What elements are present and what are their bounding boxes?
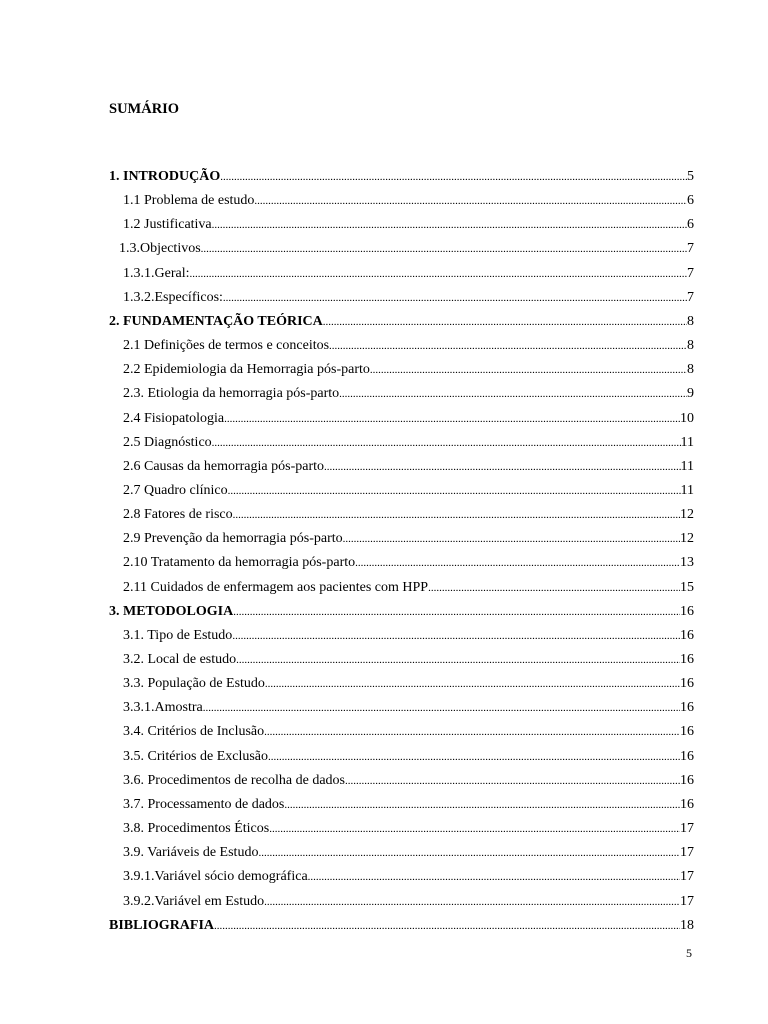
toc-entry-page: 12 (680, 507, 694, 523)
toc-entry-page: 16 (680, 748, 694, 764)
toc-entry[interactable] (123, 794, 694, 816)
toc-entry-title: 3.3.1.Amostra (123, 700, 203, 716)
toc-dot-leader (201, 238, 687, 260)
toc-entry-title: 3.5. Critérios de Exclusão (123, 748, 269, 764)
toc-dot-leader (343, 528, 680, 550)
toc-dot-leader (265, 673, 680, 695)
toc-entry-page: 16 (680, 652, 694, 667)
toc-entry[interactable] (123, 891, 694, 913)
toc-entry-page: 16 (680, 603, 694, 619)
toc-entry-page: 7 (687, 289, 694, 305)
toc-dot-leader (284, 794, 680, 816)
toc-entry[interactable] (123, 746, 694, 768)
toc-dot-leader (329, 335, 687, 357)
toc-entry[interactable] (123, 456, 694, 478)
toc-entry[interactable] (123, 528, 694, 550)
toc-entry-page: 16 (680, 700, 694, 716)
toc-dot-leader (370, 359, 687, 381)
toc-entry-title: 2.1 Definições de termos e conceitos (123, 338, 330, 354)
toc-entry[interactable] (123, 287, 694, 309)
toc-entry-page: 17 (680, 869, 694, 885)
toc-dot-leader (228, 480, 681, 502)
toc-entry-page: 8 (687, 362, 694, 378)
toc-entry-page: 11 (680, 458, 694, 474)
toc-dot-leader (324, 456, 681, 478)
toc-entry-page: 18 (680, 917, 694, 933)
toc-dot-leader (308, 866, 680, 888)
toc-dot-leader (428, 577, 680, 599)
toc-entry[interactable] (123, 335, 694, 357)
toc-entry-title: 1.3.Objectivos (119, 241, 201, 257)
toc-entry-page: 6 (687, 193, 694, 209)
toc-dot-leader (323, 311, 687, 333)
toc-entry[interactable] (123, 818, 694, 840)
toc-entry-page: 8 (687, 313, 694, 329)
toc-entry-page: 8 (687, 338, 694, 354)
toc-entry-title: 2.4 Fisiopatologia (123, 410, 225, 426)
toc-entry-page: 16 (680, 676, 694, 692)
toc-entry-title: 2.9 Prevenção da hemorragia pós-parto (123, 531, 343, 547)
toc-entry[interactable] (109, 915, 694, 937)
toc-dot-leader (189, 263, 687, 285)
toc-dot-leader (214, 915, 680, 937)
toc-entry-title: 3.8. Procedimentos Éticos (123, 821, 270, 837)
toc-dot-leader (339, 383, 687, 405)
toc-entry-title: 3.6. Procedimentos de recolha de dados (123, 772, 345, 788)
toc-entry-title: 2.8 Fatores de risco (123, 507, 233, 523)
toc-entry-page: 13 (680, 555, 694, 571)
toc-entry[interactable] (123, 214, 694, 236)
toc-entry[interactable] (123, 504, 694, 526)
toc-dot-leader (345, 770, 680, 792)
toc-dot-leader (254, 190, 687, 212)
toc-entry-page: 12 (680, 531, 694, 547)
toc-dot-leader (269, 818, 680, 840)
toc-entry-page: 17 (680, 845, 694, 861)
toc-entry[interactable] (123, 408, 694, 430)
toc-entry[interactable] (123, 359, 694, 381)
toc-entry-page: 7 (687, 241, 694, 257)
toc-entry-title: 1. INTRODUÇÃO (109, 169, 221, 184)
page-number: 5 (686, 946, 692, 960)
toc-entry-title: BIBLIOGRAFIA (109, 917, 215, 933)
toc-entry-page: 15 (680, 579, 694, 595)
toc-entry[interactable] (109, 601, 694, 623)
toc-entry-title: 1.3.1.Geral: (123, 265, 190, 281)
toc-entry[interactable] (109, 166, 694, 188)
toc-entry-page: 16 (680, 796, 694, 812)
toc-entry-title: 1.2 Justificativa (123, 217, 212, 233)
toc-entry[interactable] (123, 190, 694, 212)
toc-dot-leader (224, 408, 680, 430)
toc-dot-leader (203, 697, 680, 719)
toc-dot-leader (264, 721, 680, 743)
toc-entry-page: 16 (680, 627, 694, 643)
toc-entry-title: 2.2 Epidemiologia da Hemorragia pós-parto (123, 362, 370, 378)
toc-dot-leader (212, 214, 687, 236)
toc-dot-leader (223, 287, 687, 309)
toc-dot-leader (220, 166, 687, 188)
toc-entry-page: 5 (687, 169, 694, 184)
toc-dot-leader (355, 552, 680, 574)
toc-entry-title: 3.7. Processamento de dados (123, 796, 285, 812)
toc-dot-leader (232, 625, 680, 647)
toc-entry-title: 1.1 Problema de estudo (123, 193, 255, 209)
toc-entry-page: 16 (680, 772, 694, 788)
toc-entry-title: 2.3. Etiologia da hemorragia pós-parto (123, 386, 340, 402)
toc-entry-title: 3.2. Local de estudo (123, 652, 237, 667)
toc-entry[interactable] (123, 649, 694, 671)
toc-entry-title: 3.4. Critérios de Inclusão (123, 724, 265, 740)
toc-entry-title: 3.9.2.Variável em Estudo (123, 893, 265, 909)
toc-entry-page: 6 (687, 217, 694, 233)
toc-entry[interactable] (123, 842, 694, 864)
toc-dot-leader (264, 891, 680, 913)
toc-entry-page: 11 (680, 482, 694, 498)
toc-dot-leader (212, 432, 681, 454)
toc-dot-leader (236, 649, 680, 671)
toc-entry[interactable] (123, 480, 694, 502)
toc-dot-leader (233, 601, 680, 623)
toc-entry-title: 3. METODOLOGIA (109, 603, 234, 619)
toc-entry-title: 3.1. Tipo de Estudo (123, 627, 233, 643)
toc-entry[interactable] (123, 697, 694, 719)
toc-entry[interactable] (123, 432, 694, 454)
toc-entry-page: 10 (680, 410, 694, 426)
toc-entry-title: 3.9.1.Variável sócio demográfica (123, 869, 308, 885)
toc-entry[interactable] (123, 673, 694, 695)
toc-entry[interactable] (109, 311, 694, 333)
toc-heading: SUMÁRIO (109, 101, 180, 117)
toc-entry-page: 17 (680, 821, 694, 837)
toc-entry-title: 2.6 Causas da hemorragia pós-parto (123, 458, 324, 474)
toc-entry-page: 9 (687, 386, 694, 402)
toc-entry[interactable] (123, 770, 694, 792)
toc-entry-title: 2.10 Tratamento da hemorragia pós-parto (123, 555, 356, 571)
toc-entry-page: 7 (687, 265, 694, 281)
toc-dot-leader (268, 746, 680, 768)
toc-entry-title: 3.9. Variáveis de Estudo (123, 845, 259, 861)
toc-entry-title: 1.3.2.Específicos: (123, 289, 223, 305)
toc-entry-page: 17 (680, 893, 694, 909)
toc-entry-page: 16 (680, 724, 694, 740)
toc-entry-title: 2. FUNDAMENTAÇÃO TEÓRICA (109, 313, 323, 329)
toc-dot-leader (258, 842, 680, 864)
toc-entry-title: 2.11 Cuidados de enfermagem aos pacientes com HPP (123, 579, 429, 595)
toc-entry[interactable] (123, 721, 694, 743)
toc-entry-title: 3.3. População de Estudo (123, 676, 265, 692)
toc-entry[interactable] (123, 866, 694, 888)
toc-entry-page: 11 (680, 434, 694, 450)
toc-entry[interactable] (123, 552, 694, 574)
toc-entry[interactable] (123, 577, 694, 599)
toc-dot-leader (233, 504, 680, 526)
toc-entry[interactable] (123, 625, 694, 647)
toc-entry-title: 2.7 Quadro clínico (123, 482, 228, 498)
toc-entry[interactable] (123, 263, 694, 285)
toc-entry-title: 2.5 Diagnóstico (123, 434, 212, 450)
toc-entry[interactable] (119, 238, 694, 260)
toc-entry[interactable] (123, 383, 694, 405)
